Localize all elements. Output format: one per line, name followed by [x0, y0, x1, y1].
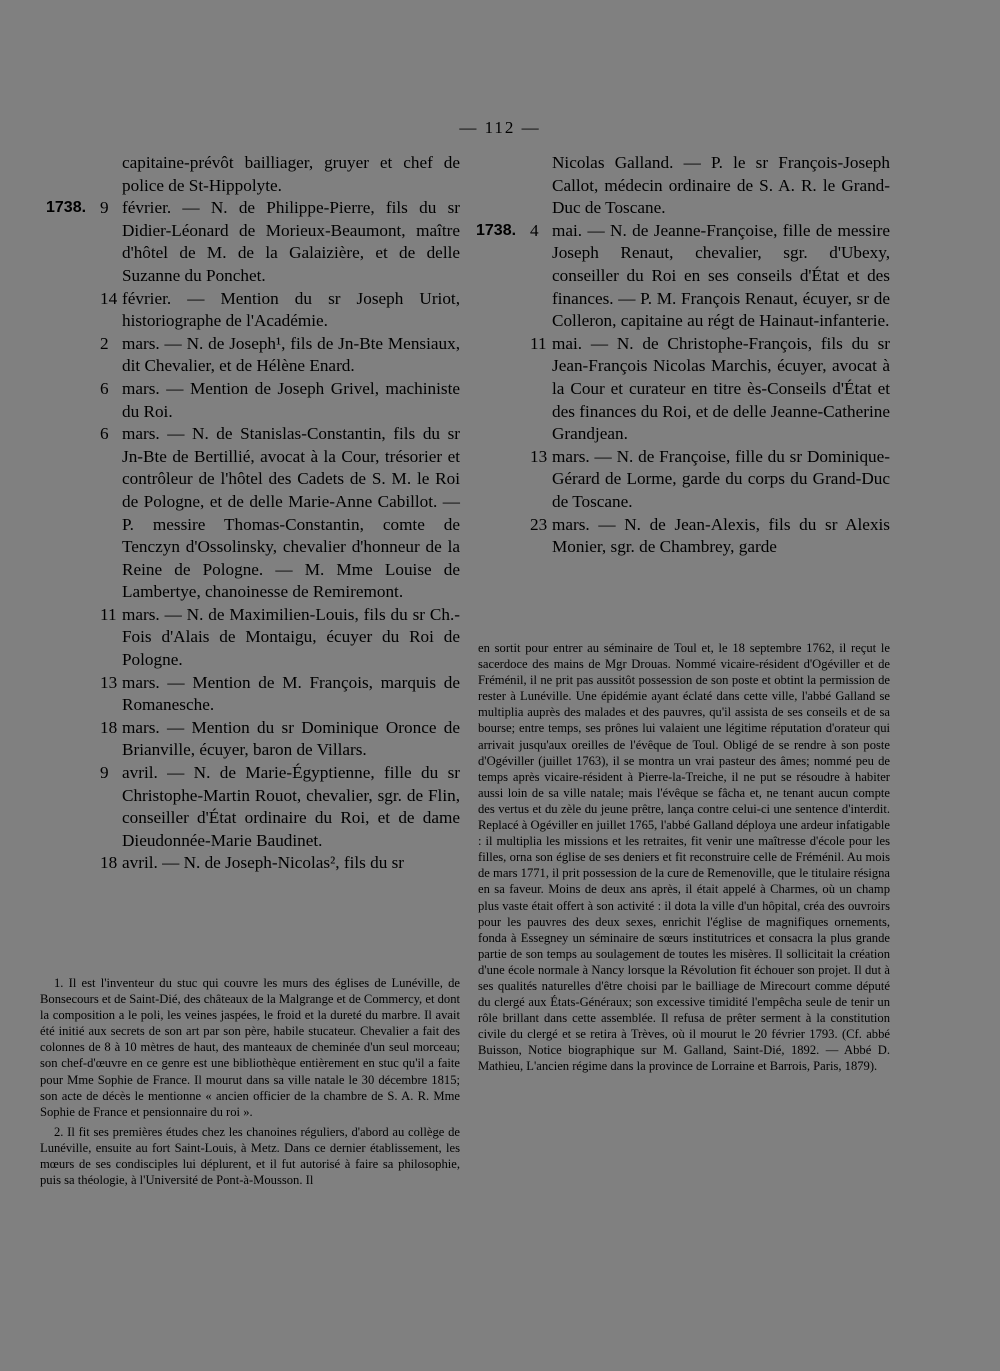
entry-text: mars. — Mention de Joseph Grivel, machiniste du Roi.: [122, 378, 460, 421]
entry-text: février. — N. de Philippe-Pierre, fils du sr Didier-Léonard de Morieux-Beaumont, maître d'hôtel de M. de la Galaizière, et de delle Suzanne du Ponchet.: [122, 198, 460, 285]
footnote-1: 1. Il est l'inventeur du stuc qui couvre les murs des églises de Lunéville, de Bonsecours et de Saint-Dié, des châteaux de la Malgrange et de Commercy, et dont la composition a le poli, les veines jaspées, le froid et la dureté du marbre. Il avait été initié aux secrets de son art par son père, habile stucateur. Chevalier a fait des colonnes de 8 à 10 mètres de haut, des manteaux de cheminée d'un seul morceau; son chef-d'œuvre en ce genre est une bibliothèque entièrement en stuc qu'il a faite pour Mme Sophie de France. Il mourut dans sa ville natale le 30 décembre 1815; son acte de décès le mentionne « ancien officier de la chambre de S. A. R. Mme Sophie de France et pensionnaire du roi ».: [40, 976, 460, 1119]
entry-text: mars. — Mention de M. François, marquis de Romanesche.: [122, 672, 460, 715]
register-entry: [40, 604, 460, 672]
entry-day: 13: [530, 446, 548, 466]
footnote-2: 2. Il fit ses premières études chez les chanoines réguliers, d'abord au collège de Lunéville, ensuite au fort Saint-Louis, à Metz. Dans ce dernier établissement, les mœurs de ses condisciples lui déplurent, et il fut autorisé à faire sa philosophie, puis sa théologie, à l'Université de Pont-à-Mousson. Il: [40, 1124, 460, 1188]
entry-year: 1738.: [46, 199, 87, 217]
right-column: [470, 152, 890, 559]
entry-year: 1738.: [476, 221, 517, 239]
entry-text: mars. — N. de Françoise, fille du sr Dominique-Gérard de Lorme, garde du corps du Grand-Duc de Toscane.: [552, 446, 890, 511]
register-entry: [40, 717, 460, 762]
entry-day: 6: [100, 424, 109, 444]
register-entry: [40, 333, 460, 378]
entry-text: mars. — Mention du sr Dominique Oronce de Brianville, écuyer, baron de Villars.: [122, 717, 460, 760]
register-entry: [470, 220, 890, 333]
entry-text: mars. — N. de Jean-Alexis, fils du sr Alexis Monier, sgr. de Chambrey, garde: [552, 514, 890, 557]
register-entry: [470, 333, 890, 446]
entry-text: mars. — N. de Maximilien-Louis, fils du sr Ch.-Fois d'Alais de Montaigu, écuyer du Roi de Pologne.: [122, 604, 460, 670]
entry-day: 23: [530, 514, 548, 534]
entry-day: 9: [100, 763, 109, 783]
entry-text: mai. — N. de Jeanne-Françoise, fille de messire Joseph Renaut, chevalier, sgr. d'Ubexy, conseiller du Roi en ses conseils d'État et des finances. — P. M. François Renaut, écuyer, sr de Colleron, capitaine au régt de Hainaut-infanterie.: [552, 220, 890, 331]
entry-day: 11: [530, 333, 547, 353]
entry-text: capitaine-prévôt bailliager, gruyer et chef de police de St-Hippolyte.: [122, 153, 460, 195]
entry-day: 6: [100, 378, 109, 398]
entry-text: mars. — N. de Stanislas-Constantin, fils du sr Jn-Bte de Bertillié, avocat à la Cour, trésorier et contrôleur de l'hôtel des Cadets de S. M. le Roi de Pologne, et de delle Marie-Anne Cabillot. — P. messire Thomas-Constantin, comte de Tenczyn d'Ossolinsky, chevalier d'honneur de la Reine de Pologne. — M. Mme Louise de Lambertye, chanoinesse de Remiremont.: [122, 424, 460, 602]
entry-day: 18: [100, 853, 118, 873]
entry-day: 4: [530, 220, 539, 240]
register-entry: [40, 762, 460, 852]
entry-day: 9: [100, 198, 109, 218]
register-entry: [40, 288, 460, 333]
register-entry: [40, 378, 460, 423]
page-number: — 112 —: [459, 118, 541, 137]
entry-text: avril. — N. de Marie-Égyptienne, fille du sr Christophe-Martin Rouot, chevalier, sgr. de Flin, conseiller d'État ordinaire du Roi, et de dame Dieudonnée-Marie Baudinet.: [122, 763, 460, 850]
entry-text: avril. — N. de Joseph-Nicolas², fils du sr: [122, 853, 405, 873]
entry-day: 14: [100, 288, 118, 308]
entry-day: 11: [100, 604, 117, 624]
entry-text: février. — Mention du sr Joseph Uriot, historiographe de l'Académie.: [122, 288, 460, 331]
register-entry: [40, 852, 460, 875]
register-entry: [40, 672, 460, 717]
entry-day: 13: [100, 672, 118, 692]
footnote-continuation: [478, 640, 890, 1075]
entry-text: mai. — N. de Christophe-François, fils du sr Jean-François Nicolas Marchis, écuyer, avocat à la Cour et curateur en titre ès-Conseils d'État et des finances du Roi, et de delle Jeanne-Catherine Grandjean.: [552, 333, 890, 444]
entry-day: 18: [100, 717, 118, 737]
register-entry: [470, 446, 890, 514]
register-entry: [470, 152, 890, 220]
register-entry: [40, 152, 460, 197]
entry-text: mars. — N. de Joseph¹, fils de Jn-Bte Mensiaux, dit Chevalier, et de Hélène Enard.: [122, 333, 460, 376]
footnotes-left: [40, 975, 460, 1192]
register-entry: [40, 423, 460, 604]
footnote-2-continued: en sortit pour entrer au séminaire de Toul et, le 18 septembre 1762, il reçut le sacerdoce des mains de Mgr Drouas. Nommé vicaire-résident d'Ogéviller et de Fréménil, il ne prit pas aussitôt possession de son poste et obtint la permission de rester à Lunéville. Une épidémie ayant éclaté dans cette ville, l'abbé Galland se multiplia auprès des malades et des pauvres, qu'il assista de ses conseils et de sa bourse; entre temps, ses prônes lui valaient une légitime réputation d'orateur qui arrivait jusqu'aux oreilles de l'évêque de Toul. Obligé de se rendre à son poste d'Ogéviller (juillet 1763), il se montra un vrai pasteur des âmes; nommé peu de temps après vicaire-résident à Pierre-la-Treiche, il ne put se résoudre à habiter aussi loin de sa ville natale; mais l'évêque se fâcha et, ne tenant aucun compte des vertus et du zèle du jeune prêtre, lança contre celui-ci une sentence d'interdit. Replacé à Ogéviller en juillet 1765, l'abbé Galland déploya une ardeur infatigable : il multiplia les missions et les retraites, fit venir une maîtresse d'école pour les filles, orna son église de ses deniers et fit reconstruire celle de Fréménil. Au mois de mars 1771, il prit possession de la cure de Remenoville, que le titulaire résigna en sa faveur. Moins de deux ans après, il était appelé à Charmes, où un champ plus vaste était offert à son activité : il dota la ville d'un hôpital, créa des ouvroirs pour les pauvres des deux sexes, enrichit l'église de magnifiques ornements, fonda à Essegney un séminaire de sœurs institutrices et consacra la plus grande partie de son temps au soulagement de toutes les misères. Il sollicitait la création d'une école normale à Nancy lorsque la Révolution fit échouer son projet. Il dut à ses qualités naturelles d'être choisi par le bailliage de Mirecourt comme député du clergé aux États-Généraux; son excessive timidité l'empêcha seule de tenir un rôle brillant dans cette assemblée. Il refusa de prêter serment à la constitution civile du clergé et se retira à Trèves, où il mourut le 20 février 1793. (Cf. abbé Buisson, Notice biographique sur M. Galland, Saint-Dié, 1892. — Abbé D. Mathieu, L'ancien régime dans la province de Lorraine et Barrois, Paris, 1879).: [478, 641, 890, 1074]
register-entry: [40, 197, 460, 287]
left-column: [40, 152, 460, 875]
entry-text: Nicolas Galland. — P. le sr François-Joseph Callot, médecin ordinaire de S. A. R. le Grand-Duc de Toscane.: [552, 153, 890, 218]
entry-day: 2: [100, 333, 109, 353]
register-entry: [470, 514, 890, 559]
